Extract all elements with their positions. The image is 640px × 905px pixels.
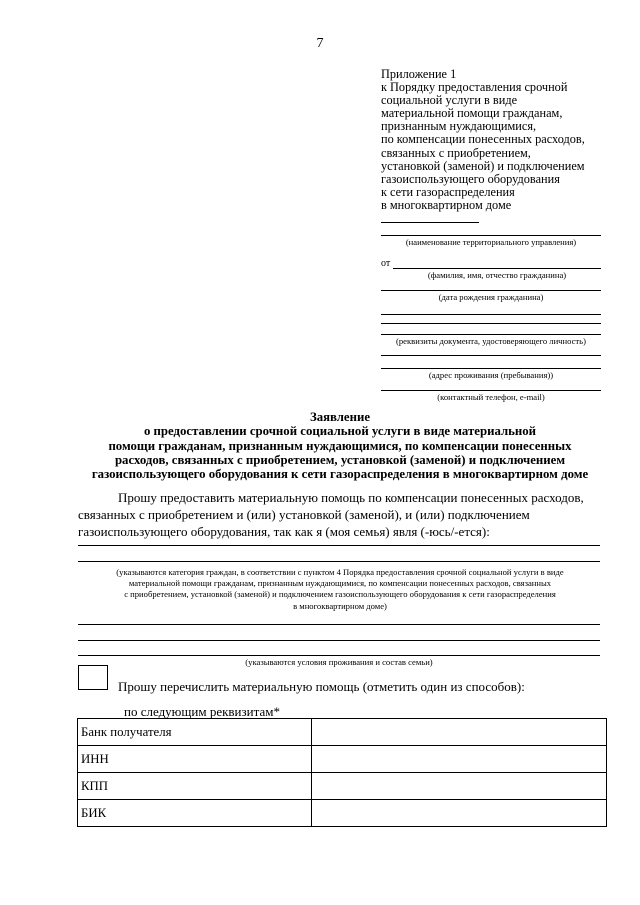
id-document-field[interactable] — [381, 323, 601, 324]
request-paragraph — [78, 489, 600, 540]
paragraph-line: Прошу предоставить материальную помощь по компенсации понесенных расходов, — [118, 490, 584, 505]
table-row — [78, 773, 607, 800]
address-caption: (адрес проживания (пребывания)) — [428, 370, 554, 380]
appendix-line: связанных с приобретением, — [381, 145, 531, 160]
requisite-label: Банк получателя — [78, 719, 312, 746]
title-line: расходов, связанных с приобретением, установкой (заменой) и подключением — [114, 452, 566, 467]
transfer-request-text: Прошу перечислить материальную помощь (отметить один из способов): — [118, 679, 525, 694]
appendix-line: Приложение 1 — [381, 67, 457, 81]
birth-date-caption: (дата рождения гражданина) — [438, 292, 544, 302]
living-conditions-field[interactable] — [78, 655, 600, 656]
title-line: помощи гражданам, признанным нуждающимися, по компенсации понесенных — [108, 438, 572, 453]
living-conditions-field[interactable] — [78, 624, 600, 625]
contacts-caption: (контактный телефон, e-mail) — [437, 392, 545, 402]
id-document-field[interactable] — [381, 334, 601, 335]
appendix-line: материальной помощи гражданам, — [381, 106, 563, 121]
paragraph-line: газоиспользующего оборудования, так как я (моя семья) явля (-юсь/-ется): — [78, 524, 490, 539]
full-name-field[interactable] — [393, 268, 601, 269]
page-number: 7 — [316, 36, 324, 51]
requisites-table — [77, 718, 607, 827]
title-line: Заявление — [309, 410, 371, 424]
appendix-line: к сети газораспределения — [381, 184, 515, 199]
title-line: о предоставлении срочной социальной услуги в виде материальной — [143, 424, 537, 439]
requisite-value-field[interactable] — [312, 746, 607, 773]
requisite-label: БИК — [78, 800, 312, 827]
transfer-method-checkbox[interactable] — [78, 665, 108, 690]
category-note-line: в многоквартирном доме) — [293, 600, 387, 611]
territorial-department-caption: (наименование территориального управления) — [405, 237, 577, 247]
appendix-line: по компенсации понесенных расходов, — [381, 132, 585, 147]
category-field[interactable] — [78, 561, 600, 562]
category-note — [70, 567, 610, 612]
paragraph-line: связанных с приобретением и (или) установкой (заменой), и (или) подключением — [78, 507, 530, 522]
category-field[interactable] — [78, 545, 600, 546]
id-document-field[interactable] — [381, 314, 601, 315]
living-conditions-caption: (указываются условия проживания и состав семьи) — [245, 657, 433, 667]
living-conditions-field[interactable] — [78, 640, 600, 641]
requisite-value-field[interactable] — [312, 800, 607, 827]
requisite-label: ИНН — [78, 746, 312, 773]
id-document-caption: (реквизиты документа, удостоверяющего личность) — [396, 336, 586, 346]
contacts-field[interactable] — [381, 390, 601, 391]
from-label: от — [381, 258, 391, 269]
category-note-line: материальной помощи гражданам, признанным нуждающимися, по компенсации понесенных расходов, связанных — [128, 578, 552, 589]
table-row — [78, 800, 607, 827]
requisites-label: по следующим реквизитам* — [124, 704, 280, 719]
appendix-block — [381, 68, 621, 212]
address-field[interactable] — [381, 368, 601, 369]
category-note-line: (указываются категория граждан, в соответствии с пунктом 4 Порядка предоставления срочной социальной услуги в виде — [116, 567, 564, 577]
full-name-caption: (фамилия, имя, отчество гражданина) — [427, 270, 567, 280]
requisite-label: КПП — [78, 773, 312, 800]
appendix-line: социальной услуги в виде — [381, 93, 518, 108]
appendix-signature-line — [381, 222, 479, 223]
requisite-value-field[interactable] — [312, 719, 607, 746]
title-line: газоиспользующего оборудования к сети газораспределения в многоквартирном доме — [91, 467, 589, 482]
address-field[interactable] — [381, 355, 601, 356]
table-row — [78, 746, 607, 773]
appendix-line: к Порядку предоставления срочной — [381, 80, 568, 95]
appendix-line: признанным нуждающимися, — [381, 119, 537, 134]
territorial-department-field[interactable] — [381, 235, 601, 236]
table-row — [78, 719, 607, 746]
category-note-line: с приобретением, установкой (заменой) и подключением газоиспользующего оборудования к сети газораспределения — [124, 589, 556, 600]
appendix-line: газоиспользующего оборудования — [381, 171, 560, 186]
birth-date-field[interactable] — [381, 290, 601, 291]
document-title — [40, 410, 640, 481]
appendix-line: в многоквартирном доме — [381, 197, 512, 212]
appendix-line: установкой (заменой) и подключением — [381, 158, 585, 173]
requisite-value-field[interactable] — [312, 773, 607, 800]
